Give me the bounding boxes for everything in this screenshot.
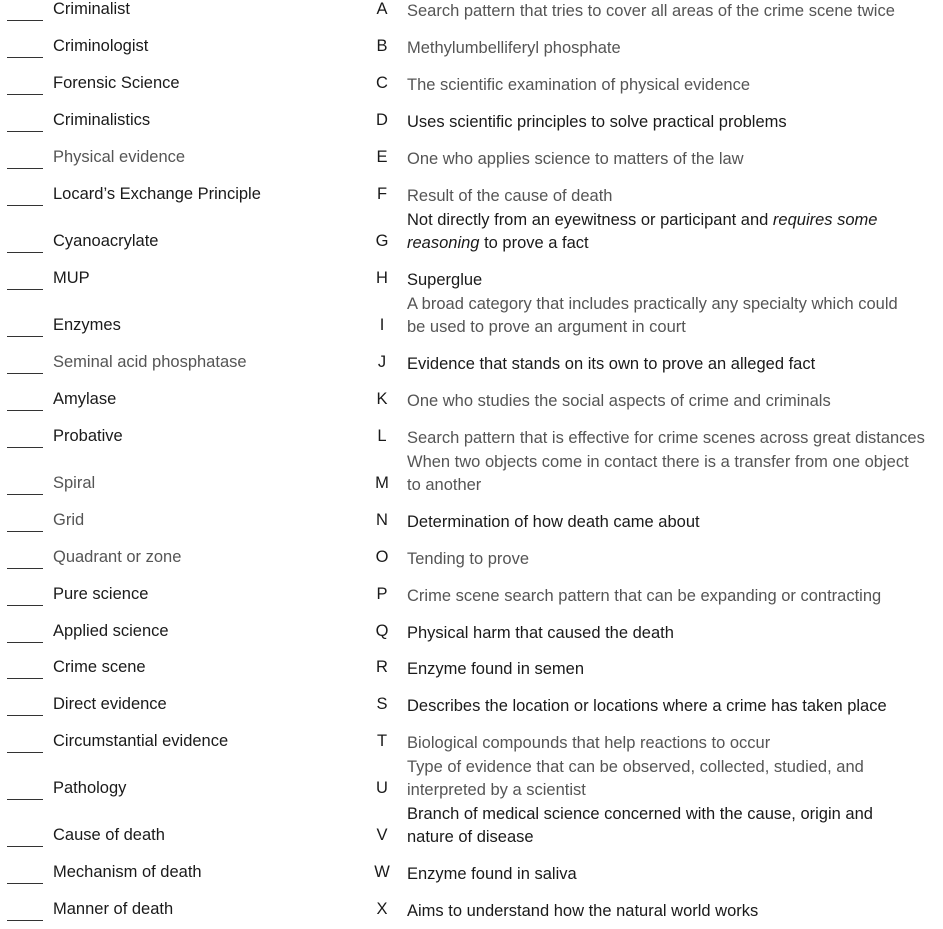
- term-label: Probative: [53, 427, 123, 445]
- answer-blank[interactable]: [7, 131, 43, 132]
- definition-letter: L: [377, 427, 387, 445]
- definition-text: Evidence that stands on its own to prove an alleged fact: [407, 355, 816, 373]
- definition-text: Branch of medical science concerned with the cause, origin and: [407, 805, 873, 823]
- definition-text: When two objects come in contact there is a transfer from one object: [407, 453, 909, 471]
- definition-letter: Q: [375, 622, 389, 640]
- term-label: Crime scene: [53, 658, 146, 676]
- answer-blank[interactable]: [7, 289, 43, 290]
- term-label: Applied science: [53, 622, 169, 640]
- term-label: Quadrant or zone: [53, 548, 182, 566]
- term-label: Grid: [53, 511, 85, 529]
- term-label: Forensic Science: [53, 74, 180, 92]
- definition-text: Not directly from an eyewitness or participant and requires some: [407, 211, 878, 229]
- term-label: Criminalistics: [53, 111, 151, 129]
- definition-letter: J: [377, 353, 387, 371]
- definition-text: Search pattern that tries to cover all areas of the crime scene twice: [407, 2, 895, 20]
- answer-blank[interactable]: [7, 252, 43, 253]
- term-label: Pure science: [53, 585, 149, 603]
- answer-blank[interactable]: [7, 20, 43, 21]
- term-label: Mechanism of death: [53, 863, 202, 881]
- answer-blank[interactable]: [7, 57, 43, 58]
- definition-letter: I: [379, 316, 385, 334]
- definition-text: to another: [407, 476, 482, 494]
- term-label: Locard’s Exchange Principle: [53, 185, 261, 203]
- definition-text: Determination of how death came about: [407, 513, 700, 531]
- term-label: Seminal acid phosphatase: [53, 353, 247, 371]
- term-label: Manner of death: [53, 900, 174, 918]
- definition-text: Methylumbelliferyl phosphate: [407, 39, 621, 57]
- definition-letter: E: [376, 148, 388, 166]
- definition-letter: X: [376, 900, 388, 918]
- definition-letter: R: [376, 658, 388, 676]
- term-label: Enzymes: [53, 316, 121, 334]
- answer-blank[interactable]: [7, 642, 43, 643]
- definition-letter: B: [376, 37, 388, 55]
- term-label: Criminalist: [53, 0, 131, 18]
- definition-letter: K: [376, 390, 388, 408]
- term-label: Direct evidence: [53, 695, 167, 713]
- answer-blank[interactable]: [7, 846, 43, 847]
- answer-blank[interactable]: [7, 920, 43, 921]
- definition-text: One who applies science to matters of the law: [407, 150, 744, 168]
- definition-letter: O: [375, 548, 389, 566]
- definition-letter: S: [376, 695, 388, 713]
- definition-text: Uses scientific principles to solve practical problems: [407, 113, 787, 131]
- definition-letter: T: [376, 732, 388, 750]
- definition-text: Aims to understand how the natural world works: [407, 902, 759, 920]
- definition-letter: N: [376, 511, 388, 529]
- definition-text: A broad category that includes practically any specialty which could: [407, 295, 898, 313]
- term-label: Cause of death: [53, 826, 165, 844]
- answer-blank[interactable]: [7, 678, 43, 679]
- answer-blank[interactable]: [7, 447, 43, 448]
- answer-blank[interactable]: [7, 531, 43, 532]
- definition-letter: F: [376, 185, 388, 203]
- definition-text: interpreted by a scientist: [407, 781, 586, 799]
- definition-text: Physical harm that caused the death: [407, 624, 674, 642]
- definition-letter: M: [375, 474, 389, 492]
- term-label: Amylase: [53, 390, 117, 408]
- definition-text: Enzyme found in semen: [407, 660, 585, 678]
- definition-text: One who studies the social aspects of crime and criminals: [407, 392, 831, 410]
- definition-text: Superglue: [407, 271, 483, 289]
- answer-blank[interactable]: [7, 883, 43, 884]
- answer-blank[interactable]: [7, 605, 43, 606]
- answer-blank[interactable]: [7, 205, 43, 206]
- term-label: Physical evidence: [53, 148, 186, 166]
- definition-text: Search pattern that is effective for crime scenes across great distances: [407, 429, 925, 447]
- term-label: Criminologist: [53, 37, 149, 55]
- definition-text: Result of the cause of death: [407, 187, 613, 205]
- answer-blank[interactable]: [7, 715, 43, 716]
- definition-letter: P: [376, 585, 388, 603]
- answer-blank[interactable]: [7, 336, 43, 337]
- answer-blank[interactable]: [7, 568, 43, 569]
- definition-letter: W: [374, 863, 390, 881]
- definition-text: Biological compounds that help reactions to occur: [407, 734, 771, 752]
- definition-text: Describes the location or locations where a crime has taken place: [407, 697, 887, 715]
- definition-letter: D: [376, 111, 388, 129]
- term-label: Cyanoacrylate: [53, 232, 159, 250]
- definition-letter: A: [376, 0, 388, 18]
- definition-text: be used to prove an argument in court: [407, 318, 686, 336]
- definition-letter: V: [376, 826, 388, 844]
- answer-blank[interactable]: [7, 410, 43, 411]
- answer-blank[interactable]: [7, 752, 43, 753]
- definition-text: reasoning to prove a fact: [407, 234, 589, 252]
- definition-letter: H: [376, 269, 388, 287]
- definition-text: nature of disease: [407, 828, 534, 846]
- definition-letter: U: [376, 779, 388, 797]
- definition-text: Enzyme found in saliva: [407, 865, 577, 883]
- definition-text: Type of evidence that can be observed, collected, studied, and: [407, 758, 864, 776]
- definition-letter: G: [375, 232, 389, 250]
- answer-blank[interactable]: [7, 494, 43, 495]
- term-label: Spiral: [53, 474, 96, 492]
- definition-text: Crime scene search pattern that can be expanding or contracting: [407, 587, 882, 605]
- term-label: Circumstantial evidence: [53, 732, 229, 750]
- answer-blank[interactable]: [7, 94, 43, 95]
- definition-text: The scientific examination of physical evidence: [407, 76, 751, 94]
- answer-blank[interactable]: [7, 799, 43, 800]
- term-label: MUP: [53, 269, 90, 287]
- term-label: Pathology: [53, 779, 127, 797]
- definition-letter: C: [376, 74, 388, 92]
- answer-blank[interactable]: [7, 373, 43, 374]
- answer-blank[interactable]: [7, 168, 43, 169]
- definition-text: Tending to prove: [407, 550, 530, 568]
